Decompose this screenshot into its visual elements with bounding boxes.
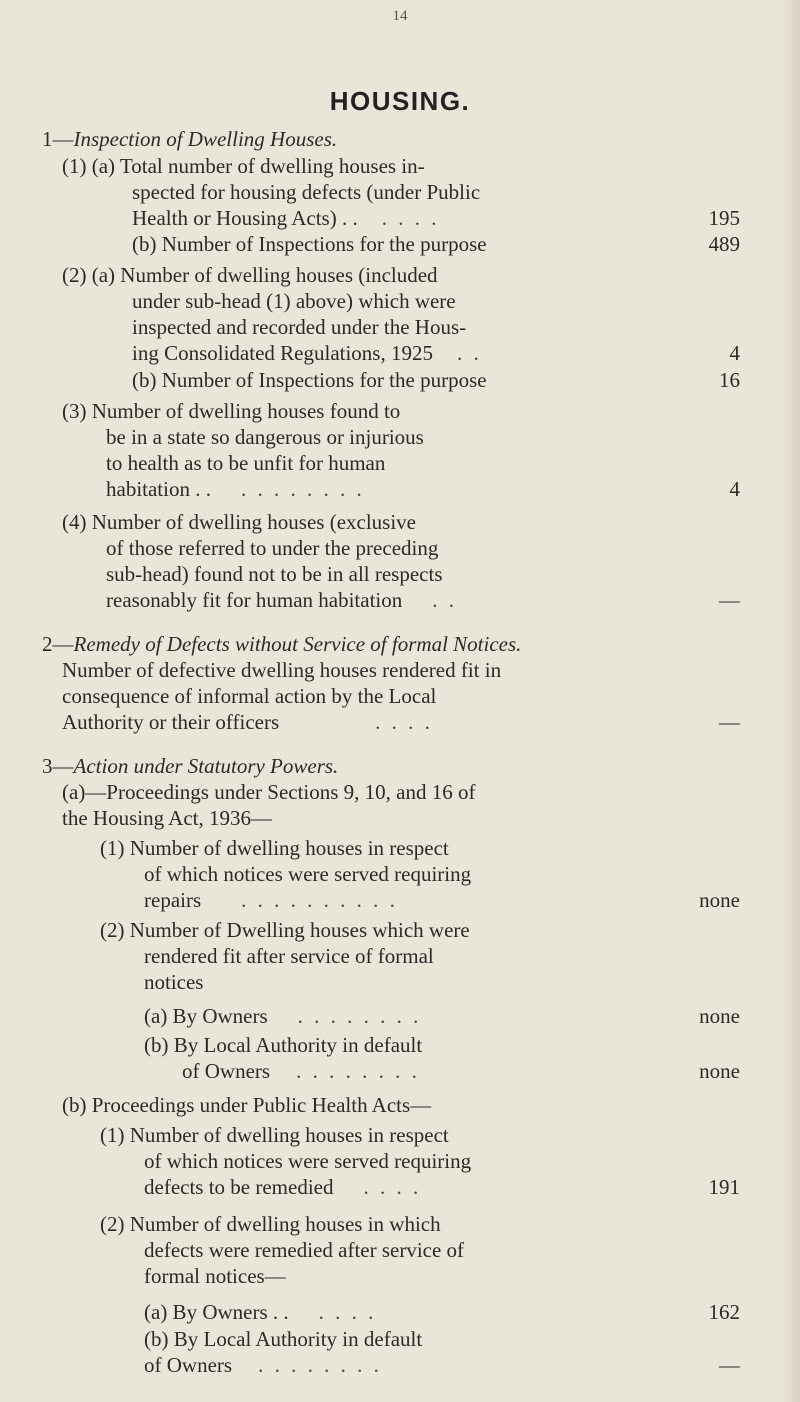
s3-b2-line3: formal notices— (144, 1264, 286, 1288)
s3-a1-line1: (1) Number of dwelling houses in respect (100, 836, 449, 860)
section-2-number: 2— (42, 632, 74, 656)
s1-i4-line1: (4) Number of dwelling houses (exclusive (62, 510, 416, 534)
s1-i4-value: — (719, 588, 740, 612)
s3-b1-line3: defects to be remedied . . . . (144, 1175, 422, 1199)
s3-a2a-text: (a) By Owners . . . . . . . . (144, 1004, 422, 1028)
s1-i3-line4: habitation . . . . . . . . . . (106, 477, 365, 501)
s1-a2-line3: inspected and recorded under the Hous- (132, 315, 467, 339)
section-1-number: 1— (42, 127, 74, 151)
section-2-title: Remedy of Defects without Service of formal Notices. (73, 632, 522, 656)
s3-a1-value: none (699, 888, 740, 912)
s3-b2a-value: 162 (708, 1300, 740, 1324)
s1-i3-value: 4 (729, 477, 740, 501)
s3-b2b-line1: (b) By Local Authority in default (144, 1327, 423, 1351)
s3-b1-line1: (1) Number of dwelling houses in respect (100, 1123, 449, 1147)
s3-a2-line1: (2) Number of Dwelling houses which were (100, 918, 470, 942)
s3-a2b-value: none (699, 1059, 740, 1083)
s2-line2: consequence of informal action by the Local (62, 684, 437, 708)
s1-b2-text: (b) Number of Inspections for the purpose (132, 368, 487, 392)
section-3-number: 3— (42, 754, 74, 778)
s3-a2-line3: notices (144, 970, 204, 994)
s1-i4-line2: of those referred to under the preceding (106, 536, 439, 560)
s1-i4-line3: sub-head) found not to be in all respects (106, 562, 443, 586)
s1-a1-line3: Health or Housing Acts) . . . . . . (132, 206, 440, 230)
s3-b2-line2: defects were remedied after service of (144, 1238, 465, 1262)
s3-a-line1: (a)—Proceedings under Sections 9, 10, and 16 of (62, 780, 476, 804)
section-1-title: Inspection of Dwelling Houses. (73, 127, 338, 151)
s1-a1-line2: spected for housing defects (under Public (132, 180, 481, 204)
s3-b2b-value: — (719, 1353, 740, 1377)
section-3-heading (42, 753, 338, 779)
page-edge-shadow (782, 0, 800, 1402)
s2-value: — (719, 710, 740, 734)
s3-b1-line2: of which notices were served requiring (144, 1149, 472, 1173)
s1-a2-line1: (2) (a) Number of dwelling houses (included (62, 263, 438, 287)
s1-a2-value: 4 (729, 341, 740, 365)
s1-i3-line1: (3) Number of dwelling houses found to (62, 399, 401, 423)
s1-b2-value: 16 (719, 368, 740, 392)
s3-a1-line2: of which notices were served requiring (144, 862, 472, 886)
s2-line1: Number of defective dwelling houses rendered fit in (62, 658, 502, 682)
s3-a1-line3: repairs . . . . . . . . . . (144, 888, 398, 912)
s1-a2-line4: ing Consolidated Regulations, 1925 . . (132, 341, 482, 365)
s1-i3-line3: to health as to be unfit for human (106, 451, 386, 475)
s1-a1-value: 195 (708, 206, 740, 230)
s1-i4-line4: reasonably fit for human habitation . . (106, 588, 457, 612)
s3-a-line2: the Housing Act, 1936— (62, 806, 272, 830)
s3-a2b-line2: of Owners . . . . . . . . (182, 1059, 420, 1083)
section-1-heading (42, 126, 337, 152)
section-2-heading (42, 631, 521, 657)
s3-a2a-value: none (699, 1004, 740, 1028)
s1-b1-value: 489 (708, 232, 740, 256)
s2-line3: Authority or their officers . . . . (62, 710, 433, 734)
s1-b1-text: (b) Number of Inspections for the purpose (132, 232, 487, 256)
s1-a1-line1: (1) (a) Total number of dwelling houses in- (62, 154, 425, 178)
s3-a2-line2: rendered fit after service of formal (144, 944, 434, 968)
s3-b-line1: (b) Proceedings under Public Health Acts— (62, 1093, 432, 1117)
s3-b2a-text: (a) By Owners . . . . . . (144, 1300, 377, 1324)
s1-a2-line2: under sub-head (1) above) which were (132, 289, 456, 313)
page-title: HOUSING. (329, 86, 471, 116)
s1-i3-line2: be in a state so dangerous or injurious (106, 425, 424, 449)
s3-b2-line1: (2) Number of dwelling houses in which (100, 1212, 441, 1236)
section-3-title: Action under Statutory Powers. (73, 754, 339, 778)
s3-b2b-line2: of Owners . . . . . . . . (144, 1353, 382, 1377)
page-number: 14 (392, 8, 408, 24)
s3-a2b-line1: (b) By Local Authority in default (144, 1033, 423, 1057)
s3-b1-value: 191 (708, 1175, 740, 1199)
